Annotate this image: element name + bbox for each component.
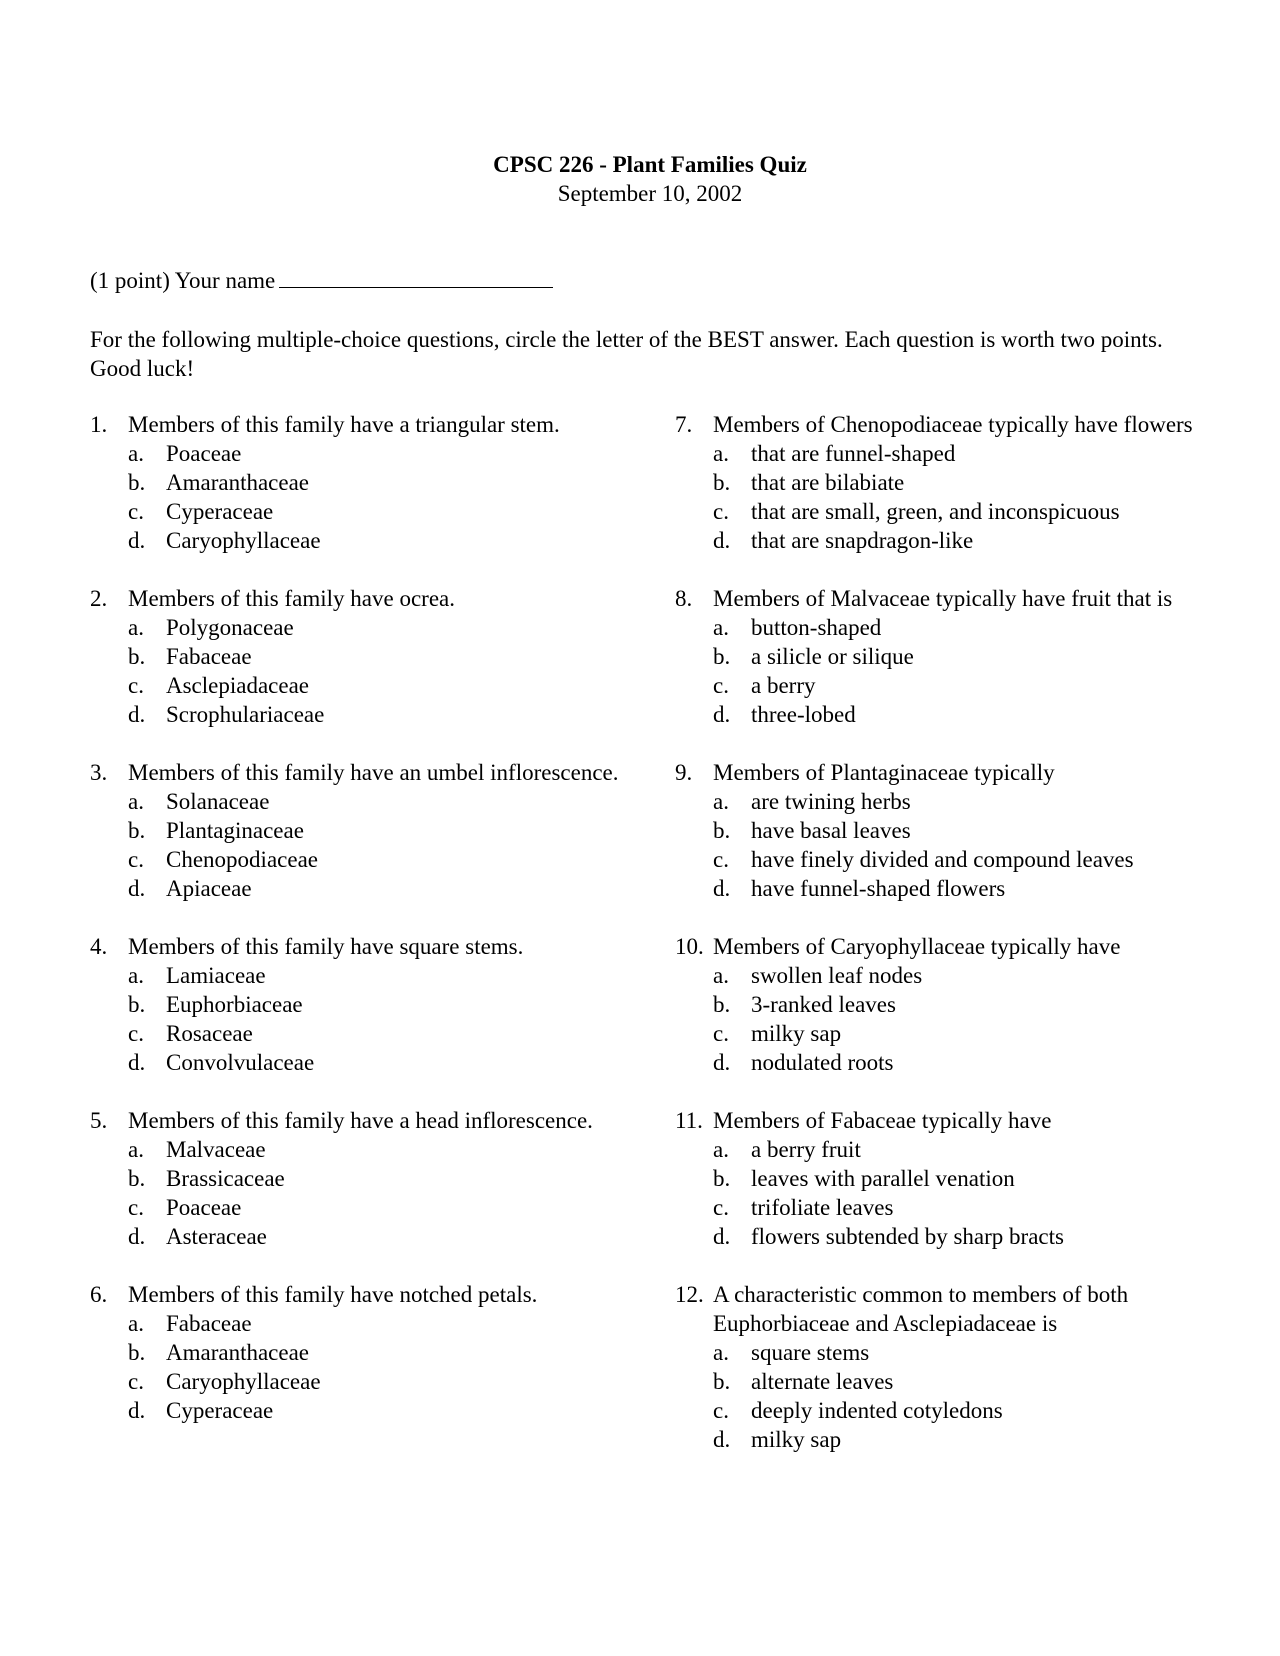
question-1 [90, 410, 650, 555]
answer-option[interactable] [675, 1135, 1215, 1164]
answer-option[interactable] [90, 1222, 650, 1251]
option-letter[interactable]: b. [128, 992, 146, 1017]
answer-option[interactable] [675, 816, 1215, 845]
question-text: Members of this family have a head inflorescence. [128, 1108, 593, 1133]
option-text: leaves with parallel venation [751, 1166, 1015, 1191]
question-stem [90, 932, 650, 961]
question-text: A characteristic common to members of both Euphorbiaceae and Asclepiadaceae is [713, 1282, 1129, 1336]
option-text: Asteraceae [166, 1224, 267, 1249]
option-letter[interactable]: d. [713, 1224, 731, 1249]
option-text: that are small, green, and inconspicuous [751, 499, 1120, 524]
question-stem [675, 584, 1215, 613]
option-letter[interactable]: b. [713, 1166, 731, 1191]
answer-option[interactable] [675, 1193, 1215, 1222]
answer-option[interactable] [675, 526, 1215, 555]
answer-option[interactable] [675, 497, 1215, 526]
answer-option[interactable] [90, 787, 650, 816]
option-text: Euphorbiaceae [166, 992, 303, 1017]
answer-option[interactable] [90, 642, 650, 671]
option-text: square stems [751, 1340, 870, 1365]
instructions: For the following multiple-choice questions, circle the letter of the BEST answer. Each question is worth two points. Good luck! [90, 327, 1163, 381]
option-text: Rosaceae [166, 1021, 253, 1046]
question-number: 3. [90, 760, 108, 785]
option-text: Brassicaceae [166, 1166, 285, 1191]
option-text: that are snapdragon-like [751, 528, 974, 553]
option-letter[interactable]: c. [128, 1021, 144, 1046]
name-blank [279, 267, 553, 288]
answer-option[interactable] [675, 642, 1215, 671]
answer-options [675, 787, 1215, 903]
option-text: Amaranthaceae [166, 470, 310, 495]
option-text: Caryophyllaceae [166, 1369, 321, 1394]
option-letter[interactable]: b. [713, 992, 731, 1017]
answer-option[interactable] [675, 787, 1215, 816]
answer-option[interactable] [90, 1309, 650, 1338]
option-letter[interactable]: b. [713, 818, 731, 843]
option-letter[interactable]: d. [128, 528, 146, 553]
question-3 [90, 758, 650, 903]
option-letter[interactable]: d. [128, 1224, 146, 1249]
option-letter[interactable]: a. [128, 1311, 144, 1336]
answer-option[interactable] [675, 1425, 1215, 1454]
question-number: 6. [90, 1282, 108, 1307]
question-8 [675, 584, 1215, 729]
answer-option[interactable] [90, 816, 650, 845]
option-letter[interactable]: d. [128, 876, 146, 901]
option-text: Cyperaceae [166, 499, 274, 524]
option-text: Polygonaceae [166, 615, 294, 640]
option-text: flowers subtended by sharp bracts [751, 1224, 1064, 1249]
question-11 [675, 1106, 1215, 1251]
option-text: Asclepiadaceae [166, 673, 310, 698]
option-text: a berry [751, 673, 816, 698]
option-text: have funnel-shaped flowers [751, 876, 1006, 901]
option-letter[interactable]: b. [128, 1340, 146, 1365]
answer-option[interactable] [90, 874, 650, 903]
option-text: Cyperaceae [166, 1398, 274, 1423]
question-2 [90, 584, 650, 729]
option-letter[interactable]: a. [128, 1137, 144, 1162]
option-text: Lamiaceae [166, 963, 266, 988]
question-stem [675, 410, 1215, 439]
answer-options [90, 439, 650, 555]
option-letter[interactable]: c. [713, 1021, 729, 1046]
answer-options [90, 787, 650, 903]
answer-option[interactable] [90, 1396, 650, 1425]
question-stem [90, 1280, 650, 1309]
answer-option[interactable] [90, 1135, 650, 1164]
question-number: 9. [675, 760, 693, 785]
option-text: 3-ranked leaves [751, 992, 896, 1017]
name-prompt-line [90, 267, 553, 294]
answer-option[interactable] [90, 1193, 650, 1222]
option-text: are twining herbs [751, 789, 911, 814]
option-text: button-shaped [751, 615, 882, 640]
answer-option[interactable] [90, 1367, 650, 1396]
answer-option[interactable] [90, 439, 650, 468]
left-question-column [90, 410, 650, 1454]
answer-option[interactable] [675, 845, 1215, 874]
question-text: Members of Fabaceae typically have [713, 1108, 1052, 1133]
question-text: Members of this family have notched petals. [128, 1282, 538, 1307]
answer-option[interactable] [90, 1338, 650, 1367]
option-text: trifoliate leaves [751, 1195, 894, 1220]
question-stem [675, 1280, 1215, 1338]
question-text: Members of this family have a triangular stem. [128, 412, 560, 437]
option-letter[interactable]: c. [128, 499, 144, 524]
option-letter[interactable]: b. [713, 1369, 731, 1394]
answer-option[interactable] [675, 1338, 1215, 1367]
question-text: Members of Plantaginaceae typically [713, 760, 1055, 785]
option-letter[interactable]: a. [128, 789, 144, 814]
question-number: 8. [675, 586, 693, 611]
answer-option[interactable] [90, 1164, 650, 1193]
option-text: Chenopodiaceae [166, 847, 318, 872]
answer-option[interactable] [675, 990, 1215, 1019]
answer-option[interactable] [675, 671, 1215, 700]
question-stem [675, 932, 1215, 961]
option-letter[interactable]: a. [713, 1137, 729, 1162]
option-letter[interactable]: d. [713, 1427, 731, 1452]
answer-option[interactable] [675, 613, 1215, 642]
option-text: Fabaceae [166, 1311, 252, 1336]
answer-option[interactable] [90, 1048, 650, 1077]
option-text: Convolvulaceae [166, 1050, 315, 1075]
question-text: Members of this family have ocrea. [128, 586, 455, 611]
question-7 [675, 410, 1215, 555]
option-letter[interactable]: b. [713, 470, 731, 495]
question-stem [90, 584, 650, 613]
answer-option[interactable] [675, 439, 1215, 468]
right-question-column [675, 410, 1215, 1483]
option-text: a berry fruit [751, 1137, 861, 1162]
question-stem [675, 758, 1215, 787]
answer-option[interactable] [675, 961, 1215, 990]
option-text: Solanaceae [166, 789, 270, 814]
question-4 [90, 932, 650, 1077]
question-number: 2. [90, 586, 108, 611]
question-number: 10. [675, 934, 704, 959]
option-text: swollen leaf nodes [751, 963, 923, 988]
option-text: Amaranthaceae [166, 1340, 310, 1365]
option-text: Plantaginaceae [166, 818, 304, 843]
page-title: CPSC 226 - Plant Families Quiz [493, 152, 807, 177]
question-text: Members of Malvaceae typically have fruit that is [713, 586, 1173, 611]
option-text: deeply indented cotyledons [751, 1398, 1003, 1423]
option-text: milky sap [751, 1021, 842, 1046]
option-letter[interactable]: d. [713, 876, 731, 901]
option-text: Malvaceae [166, 1137, 266, 1162]
option-letter[interactable]: a. [713, 615, 729, 640]
option-letter[interactable]: d. [713, 528, 731, 553]
option-letter[interactable]: b. [713, 644, 731, 669]
question-number: 1. [90, 412, 108, 437]
answer-option[interactable] [90, 613, 650, 642]
answer-option[interactable] [90, 497, 650, 526]
answer-option[interactable] [90, 671, 650, 700]
question-number: 5. [90, 1108, 108, 1133]
option-letter[interactable]: a. [713, 789, 729, 814]
answer-option[interactable] [675, 1019, 1215, 1048]
option-text: alternate leaves [751, 1369, 894, 1394]
option-text: Fabaceae [166, 644, 252, 669]
option-letter[interactable]: b. [128, 470, 146, 495]
option-letter[interactable]: c. [713, 1195, 729, 1220]
question-stem [90, 758, 650, 787]
question-stem [90, 410, 650, 439]
answer-options [675, 439, 1215, 555]
option-text: Caryophyllaceae [166, 528, 321, 553]
answer-option[interactable] [675, 700, 1215, 729]
option-letter[interactable]: b. [128, 1166, 146, 1191]
option-text: milky sap [751, 1427, 842, 1452]
option-text: have finely divided and compound leaves [751, 847, 1134, 872]
answer-options [90, 961, 650, 1077]
option-text: that are bilabiate [751, 470, 905, 495]
question-number: 4. [90, 934, 108, 959]
answer-option[interactable] [90, 526, 650, 555]
option-letter[interactable]: a. [713, 441, 729, 466]
question-6 [90, 1280, 650, 1425]
option-letter[interactable]: d. [128, 702, 146, 727]
option-letter[interactable]: d. [713, 1050, 731, 1075]
question-number: 12. [675, 1282, 704, 1307]
question-number: 11. [675, 1108, 703, 1133]
answer-option[interactable] [675, 1222, 1215, 1251]
answer-option[interactable] [90, 1019, 650, 1048]
answer-options [675, 613, 1215, 729]
question-text: Members of Chenopodiaceae typically have flowers [713, 412, 1193, 437]
option-letter[interactable]: a. [128, 615, 144, 640]
question-5 [90, 1106, 650, 1251]
question-12 [675, 1280, 1215, 1454]
option-letter[interactable]: c. [713, 847, 729, 872]
option-letter[interactable]: c. [713, 1398, 729, 1423]
answer-options [90, 1309, 650, 1425]
answer-option[interactable] [675, 1048, 1215, 1077]
option-text: Apiaceae [166, 876, 252, 901]
option-letter[interactable]: d. [128, 1398, 146, 1423]
answer-option[interactable] [675, 1164, 1215, 1193]
option-letter[interactable]: c. [713, 673, 729, 698]
option-text: Poaceae [166, 441, 242, 466]
option-letter[interactable]: d. [713, 702, 731, 727]
option-text: nodulated roots [751, 1050, 894, 1075]
option-letter[interactable]: b. [128, 818, 146, 843]
option-letter[interactable]: a. [713, 963, 729, 988]
answer-option[interactable] [90, 990, 650, 1019]
option-text: Scrophulariaceae [166, 702, 325, 727]
option-letter[interactable]: c. [128, 1369, 144, 1394]
answer-option[interactable] [675, 1396, 1215, 1425]
answer-option[interactable] [675, 1367, 1215, 1396]
option-text: three-lobed [751, 702, 856, 727]
answer-option[interactable] [90, 700, 650, 729]
answer-options [675, 961, 1215, 1077]
question-number: 7. [675, 412, 693, 437]
option-letter[interactable]: c. [128, 1195, 144, 1220]
answer-option[interactable] [675, 468, 1215, 497]
option-letter[interactable]: d. [128, 1050, 146, 1075]
option-text: Poaceae [166, 1195, 242, 1220]
option-letter[interactable]: c. [713, 499, 729, 524]
quiz-date: September 10, 2002 [557, 181, 743, 206]
answer-options [90, 1135, 650, 1251]
option-letter[interactable]: b. [128, 644, 146, 669]
option-text: a silicle or silique [751, 644, 914, 669]
answer-options [675, 1338, 1215, 1454]
name-prompt: (1 point) Your name [90, 268, 276, 293]
question-stem [90, 1106, 650, 1135]
answer-option[interactable] [90, 468, 650, 497]
answer-options [90, 613, 650, 729]
question-text: Members of this family have square stems. [128, 934, 524, 959]
question-10 [675, 932, 1215, 1077]
question-9 [675, 758, 1215, 903]
answer-options [675, 1135, 1215, 1251]
answer-option[interactable] [90, 845, 650, 874]
answer-option[interactable] [90, 961, 650, 990]
option-letter[interactable]: c. [128, 673, 144, 698]
option-letter[interactable]: a. [128, 441, 144, 466]
option-letter[interactable]: c. [128, 847, 144, 872]
option-text: have basal leaves [751, 818, 911, 843]
option-letter[interactable]: a. [128, 963, 144, 988]
question-stem [675, 1106, 1215, 1135]
option-letter[interactable]: a. [713, 1340, 729, 1365]
answer-option[interactable] [675, 874, 1215, 903]
question-text: Members of Caryophyllaceae typically have [713, 934, 1121, 959]
question-text: Members of this family have an umbel inflorescence. [128, 760, 619, 785]
option-text: that are funnel-shaped [751, 441, 956, 466]
